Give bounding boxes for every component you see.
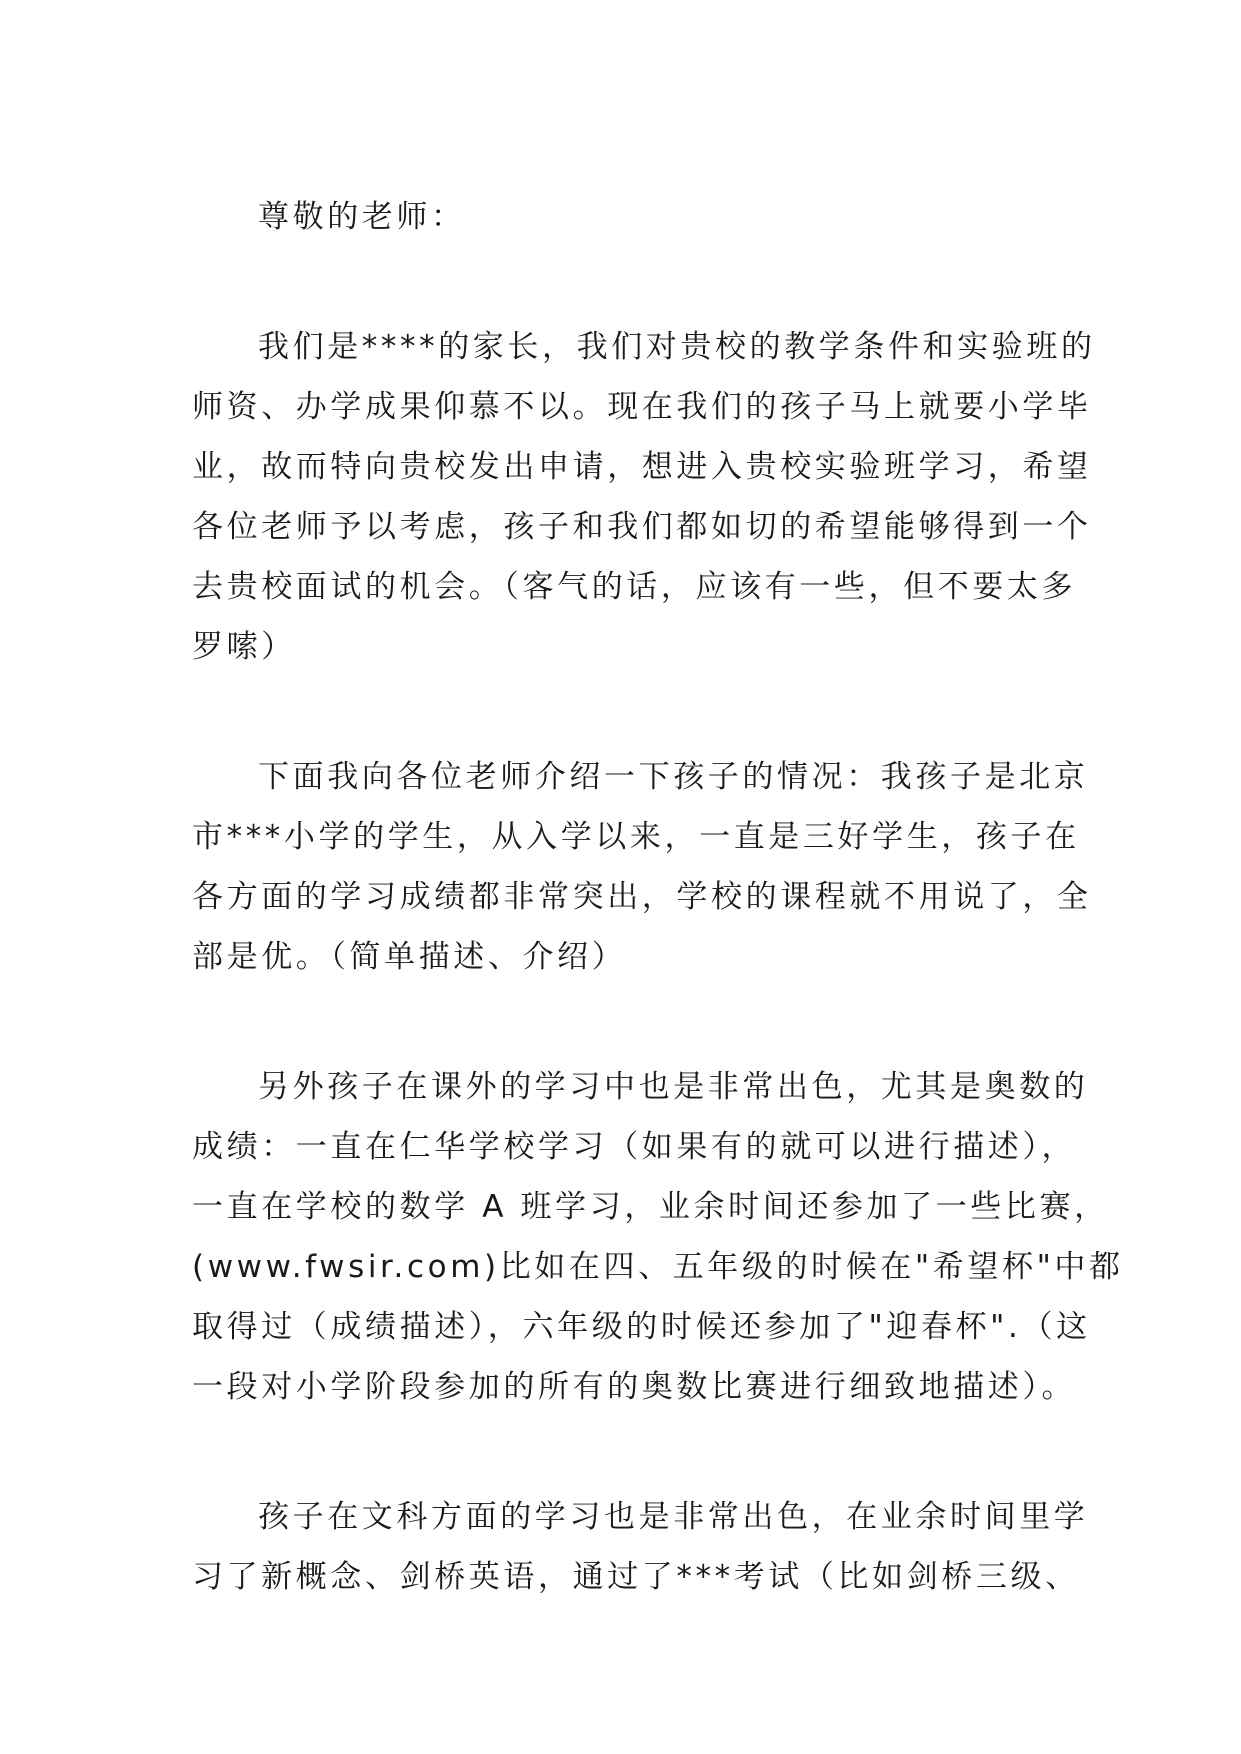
paragraph-3 [192, 1057, 1124, 1417]
paragraph-line: 我们是****的家长，我们对贵校的教学条件和实验班的 [258, 329, 1096, 365]
salutation: 尊敬的老师： [258, 199, 466, 235]
paragraph-line: 市***小学的学生，从入学以来，一直是三好学生，孩子在 [192, 819, 1080, 855]
paragraph-line: 习了新概念、剑桥英语，通过了***考试（比如剑桥三级、 [192, 1559, 1080, 1595]
paragraph-line: 一段对小学阶段参加的所有的奥数比赛进行细致地描述）。 [192, 1369, 1077, 1405]
letter-body [192, 187, 1124, 1607]
paragraph-line: 业，故而特向贵校发出申请，想进入贵校实验班学习，希望 [192, 449, 1092, 485]
paragraph-line: 取得过（成绩描述），六年级的时候还参加了"迎春杯".（这 [192, 1309, 1091, 1345]
paragraph-line: 各位老师予以考虑，孩子和我们都如切的希望能够得到一个 [192, 509, 1092, 545]
paragraph-1 [192, 317, 1096, 677]
paragraph-line: 部是优。（简单描述、介绍） [192, 939, 627, 975]
paragraph-line: 师资、办学成果仰慕不以。现在我们的孩子马上就要小学毕 [192, 389, 1092, 425]
paragraph-line: (www.fwsir.com)比如在四、五年级的时候在"希望杯"中都 [192, 1249, 1124, 1285]
paragraph-line: 罗嗦） [192, 629, 296, 665]
paragraph-line: 孩子在文科方面的学习也是非常出色，在业余时间里学 [258, 1499, 1089, 1535]
paragraph-line: 去贵校面试的机会。（客气的话，应该有一些，但不要太多 [192, 569, 1077, 605]
paragraph-line: 一直在学校的数学 A 班学习，业余时间还参加了一些比赛， [192, 1189, 1109, 1225]
paragraph-line: 成绩：一直在仁华学校学习（如果有的就可以进行描述）， [192, 1129, 1077, 1165]
paragraph-2 [192, 747, 1092, 987]
paragraph-line: 各方面的学习成绩都非常突出，学校的课程就不用说了，全 [192, 879, 1092, 915]
paragraph-line: 另外孩子在课外的学习中也是非常出色，尤其是奥数的 [258, 1069, 1089, 1105]
paragraph-line: 下面我向各位老师介绍一下孩子的情况：我孩子是北京 [258, 759, 1089, 795]
paragraph-4 [192, 1487, 1089, 1607]
